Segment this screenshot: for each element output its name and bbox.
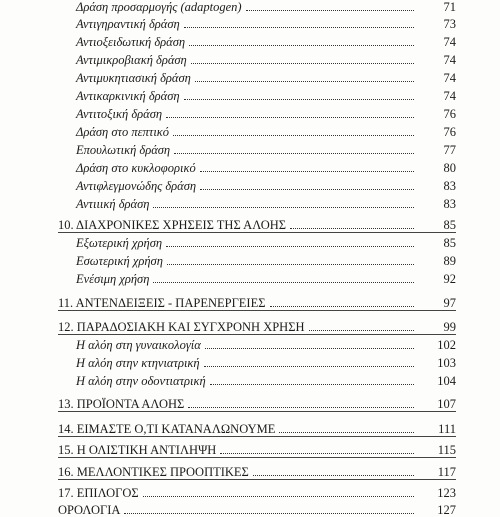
toc-entry-page: 73 <box>443 17 456 31</box>
toc-entry[interactable] <box>58 500 456 517</box>
dot-leader <box>195 81 414 82</box>
toc-entry-label: 16. ΜΕΛΛΟΝΤΙΚΕΣ ΠΡΟΟΠΤΙΚΕΣ <box>58 465 253 479</box>
toc-entry-label: 10. ΔΙΑΧΡΟΝΙΚΕΣ ΧΡΗΣΕΙΣ ΤΗΣ ΑΛΟΗΣ <box>58 218 290 232</box>
dot-leader <box>200 171 414 172</box>
toc-entry-label: Αντιγηραντική δράση <box>76 17 184 31</box>
toc-entry[interactable] <box>76 68 456 85</box>
toc-entry-page: 127 <box>437 503 456 517</box>
toc-entry-page: 97 <box>443 296 456 310</box>
toc-entry[interactable] <box>76 50 456 67</box>
toc-entry[interactable] <box>58 317 456 334</box>
dot-leader <box>184 27 414 28</box>
toc-entry[interactable] <box>76 104 456 121</box>
toc-entry[interactable] <box>76 176 456 193</box>
toc-entry-page: 83 <box>443 197 456 211</box>
toc-entry-page: 104 <box>437 374 456 388</box>
chapter-rule <box>58 411 456 412</box>
toc-entry-label: 11. ΑΝΤΕΝΔΕΙΞΕΙΣ - ΠΑΡΕΝΕΡΓΕΙΕΣ <box>58 296 270 310</box>
dot-leader <box>166 117 414 118</box>
toc-entry-label: 14. ΕΙΜΑΣΤΕ Ο,ΤΙ ΚΑΤΑΝΑΛΩΝΟΥΜΕ <box>58 422 279 436</box>
dot-leader <box>167 264 414 265</box>
chapter-rule <box>58 436 456 437</box>
dot-leader <box>124 513 414 514</box>
chapter-rule <box>58 310 456 311</box>
toc-entry[interactable] <box>58 293 456 310</box>
toc-entry-label: Εσωτερική χρήση <box>76 254 167 268</box>
toc-entry-page: 80 <box>443 161 456 175</box>
dot-leader <box>270 306 414 307</box>
toc-entry-page: 83 <box>443 179 456 193</box>
toc-entry-page: 89 <box>443 254 456 268</box>
toc-entry[interactable] <box>76 353 456 370</box>
toc-entry-label: Επουλωτική δράση <box>76 143 174 157</box>
toc-entry-page: 76 <box>443 107 456 121</box>
toc-entry-label: Η αλόη στην κτηνιατρική <box>76 356 204 370</box>
toc-entry-label: 13. ΠΡΟΪΟΝΤΑ ΑΛΟΗΣ <box>58 397 188 411</box>
chapter-rule <box>58 334 456 335</box>
dot-leader <box>200 189 414 190</box>
toc-entry[interactable] <box>76 269 456 286</box>
toc-entry-label: Αντιφλεγμονώδης δράση <box>76 179 200 193</box>
toc-entry-page: 74 <box>443 89 456 103</box>
toc-entry-label: Αντιμικροβιακή δράση <box>76 53 191 67</box>
dot-leader <box>290 228 414 229</box>
toc-entry-label: Δράση στο πεπτικό <box>76 125 173 139</box>
toc-entry[interactable] <box>58 483 456 500</box>
chapter-rule <box>58 232 456 233</box>
toc-entry[interactable] <box>76 371 456 388</box>
dot-leader <box>189 45 414 46</box>
dot-leader <box>153 282 414 283</box>
chapter-rule <box>58 479 456 480</box>
toc-entry-label: 17. ΕΠΙΛΟΓΟΣ <box>58 486 143 500</box>
toc-entry[interactable] <box>76 14 456 31</box>
toc-entry-label: 15. Η ΟΛΙΣΤΙΚΗ ΑΝΤΙΛΗΨΗ <box>58 443 220 457</box>
toc-entry[interactable] <box>58 215 456 232</box>
toc-entry-label: Αντιτοξική δράση <box>76 107 166 121</box>
toc-entry-page: 111 <box>438 422 456 436</box>
toc-entry-label: Δράση προσαρμογής (adaptogen) <box>76 0 246 14</box>
dot-leader <box>166 246 414 247</box>
toc-entry[interactable] <box>76 251 456 268</box>
toc-entry-label: Η αλόη στην οδοντιατρική <box>76 374 210 388</box>
toc-entry[interactable] <box>76 32 456 49</box>
toc-entry-label: Δράση στο κυκλοφορικό <box>76 161 200 175</box>
toc-entry-page: 102 <box>437 338 456 352</box>
dot-leader <box>246 10 414 11</box>
toc-entry[interactable] <box>76 0 456 14</box>
toc-entry[interactable] <box>58 394 456 411</box>
dot-leader <box>309 330 415 331</box>
toc-entry-page: 71 <box>443 0 456 14</box>
toc-entry-label: 12. ΠΑΡΑΔΟΣΙΑΚΗ ΚΑΙ ΣΥΓΧΡΟΝΗ ΧΡΗΣΗ <box>58 320 309 334</box>
toc-entry-label: Αντικαρκινική δράση <box>76 89 184 103</box>
toc-entry-page: 74 <box>443 35 456 49</box>
toc-entry-page: 123 <box>437 486 456 500</box>
dot-leader <box>143 496 414 497</box>
toc-entry[interactable] <box>76 122 456 139</box>
toc-entry-label: Αντιμυκητιασική δράση <box>76 71 195 85</box>
chapter-rule <box>58 457 456 458</box>
dot-leader <box>220 453 414 454</box>
dot-leader <box>210 384 414 385</box>
toc-entry-page: 76 <box>443 125 456 139</box>
toc-entry[interactable] <box>76 140 456 157</box>
toc-entry[interactable] <box>58 462 456 479</box>
toc-entry-label: Αντιιική δράση <box>76 197 153 211</box>
toc-entry-label: Η αλόη στη γυναικολογία <box>76 338 205 352</box>
dot-leader <box>205 348 414 349</box>
toc-entry-page: 77 <box>443 143 456 157</box>
toc-entry-label: Αντιοξειδωτική δράση <box>76 35 189 49</box>
toc-entry[interactable] <box>58 419 456 436</box>
toc-entry-label: Ενέσιμη χρήση <box>76 272 153 286</box>
toc-entry[interactable] <box>76 194 456 211</box>
toc-entry[interactable] <box>58 440 456 457</box>
dot-leader <box>253 475 414 476</box>
dot-leader <box>188 407 414 408</box>
dot-leader <box>173 135 414 136</box>
toc-entry-label: Εξωτερική χρήση <box>76 236 166 250</box>
toc-entry-page: 103 <box>437 356 456 370</box>
toc-entry[interactable] <box>76 158 456 175</box>
toc-entry-page: 117 <box>437 465 456 479</box>
dot-leader <box>204 366 414 367</box>
toc-entry[interactable] <box>76 335 456 352</box>
dot-leader <box>191 63 414 64</box>
toc-entry[interactable] <box>76 233 456 250</box>
toc-entry-page: 99 <box>443 320 456 334</box>
dot-leader <box>153 207 414 208</box>
toc-entry[interactable] <box>76 86 456 103</box>
dot-leader <box>174 153 414 154</box>
toc-entry-label: ΟΡΟΛΟΓΙΑ <box>58 503 124 517</box>
dot-leader <box>184 99 414 100</box>
toc-entry-page: 85 <box>443 218 456 232</box>
toc-entry-page: 74 <box>443 71 456 85</box>
dot-leader <box>279 432 414 433</box>
toc-entry-page: 107 <box>437 397 456 411</box>
toc-entry-page: 74 <box>443 53 456 67</box>
toc-entry-page: 85 <box>443 236 456 250</box>
toc-entry-page: 92 <box>443 272 456 286</box>
toc-entry-page: 115 <box>437 443 456 457</box>
